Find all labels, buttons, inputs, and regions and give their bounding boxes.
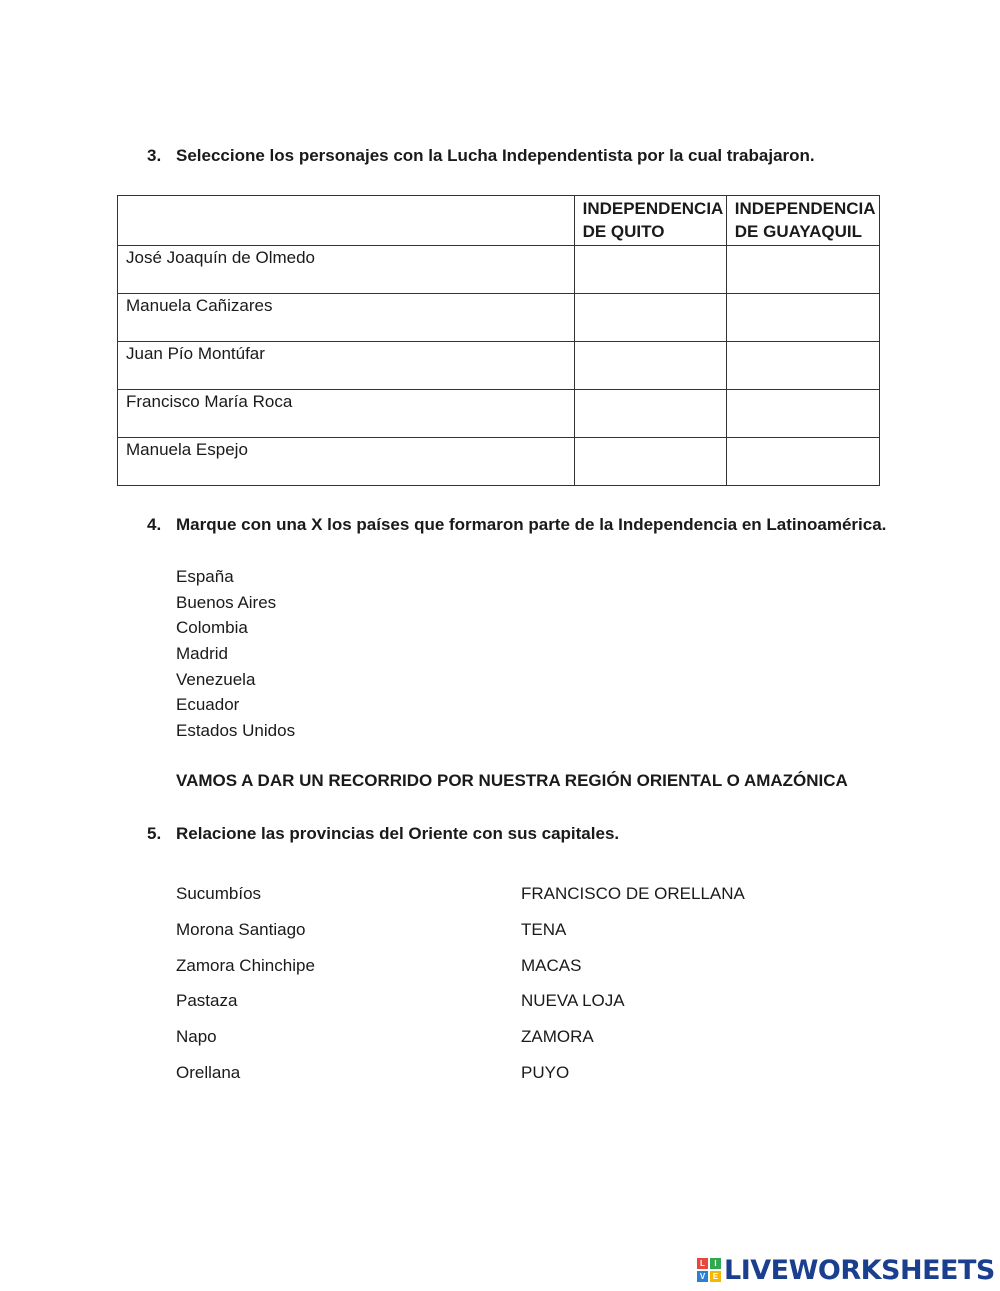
liveworksheets-logo-icon (697, 1258, 721, 1282)
quito-cell[interactable] (574, 342, 726, 390)
quito-cell[interactable] (574, 246, 726, 294)
province-item[interactable]: Sucumbíos (176, 884, 262, 903)
logo-tile: I (710, 1258, 721, 1269)
country-option[interactable]: Ecuador (176, 695, 240, 715)
question-3-number: 3. (147, 146, 162, 165)
brand-name: LIVEWORKSHEETS (724, 1254, 995, 1286)
table-row (118, 246, 880, 294)
logo-tile: L (697, 1258, 708, 1269)
header-guayaquil: INDEPENDENCIA DE GUAYAQUIL (726, 196, 879, 246)
question-4-number: 4. (147, 515, 162, 534)
country-option[interactable]: Colombia (176, 618, 248, 638)
guayaquil-cell[interactable] (726, 294, 879, 342)
capital-item[interactable]: FRANCISCO DE ORELLANA (521, 884, 745, 903)
person-name: Manuela Espejo (118, 438, 575, 486)
section-heading: VAMOS A DAR UN RECORRIDO POR NUESTRA REGIÓN ORIENTAL O AMAZÓNICA (176, 771, 848, 790)
question-5-text: Relacione las provincias del Oriente con sus capitales. (176, 824, 620, 843)
capital-item[interactable]: MACAS (521, 955, 582, 975)
capital-item[interactable]: ZAMORA (521, 1027, 594, 1047)
logo-tile: V (697, 1271, 708, 1282)
table-header-row (118, 196, 880, 246)
logo-tile: E (710, 1271, 721, 1282)
independence-table (117, 195, 880, 486)
province-item[interactable]: Pastaza (176, 991, 238, 1011)
country-option[interactable]: Venezuela (176, 669, 256, 689)
question-4-text: Marque con una X los países que formaron parte de la Independencia en Latinoamérica. (176, 515, 887, 534)
country-option[interactable]: España (176, 567, 234, 586)
country-option[interactable]: Estados Unidos (176, 721, 296, 741)
capital-item[interactable]: NUEVA LOJA (521, 991, 625, 1011)
header-name (118, 196, 575, 246)
province-item[interactable]: Orellana (176, 1062, 241, 1082)
country-option[interactable]: Buenos Aires (176, 592, 277, 612)
guayaquil-cell[interactable] (726, 390, 879, 438)
person-name: Francisco María Roca (118, 390, 575, 438)
header-quito: INDEPENDENCIA DE QUITO (574, 196, 726, 246)
person-name: Manuela Cañizares (118, 294, 575, 342)
table-row (118, 342, 880, 390)
quito-cell[interactable] (574, 438, 726, 486)
table-row (118, 438, 880, 486)
province-item[interactable]: Morona Santiago (176, 919, 306, 939)
province-item[interactable]: Napo (176, 1027, 217, 1047)
liveworksheets-brand (697, 1254, 995, 1286)
province-item[interactable]: Zamora Chinchipe (176, 955, 315, 975)
question-5-number: 5. (147, 824, 162, 843)
country-option[interactable]: Madrid (176, 644, 228, 664)
quito-cell[interactable] (574, 390, 726, 438)
quito-cell[interactable] (574, 294, 726, 342)
guayaquil-cell[interactable] (726, 246, 879, 294)
capital-item[interactable]: PUYO (521, 1062, 570, 1082)
question-3-text: Seleccione los personajes con la Lucha Independentista por la cual trabajaron. (176, 146, 815, 165)
guayaquil-cell[interactable] (726, 438, 879, 486)
table-row (118, 294, 880, 342)
capital-item[interactable]: TENA (521, 919, 567, 939)
country-options (176, 564, 295, 744)
table-row (118, 390, 880, 438)
person-name: José Joaquín de Olmedo (118, 246, 575, 294)
person-name: Juan Pío Montúfar (118, 342, 575, 390)
guayaquil-cell[interactable] (726, 342, 879, 390)
